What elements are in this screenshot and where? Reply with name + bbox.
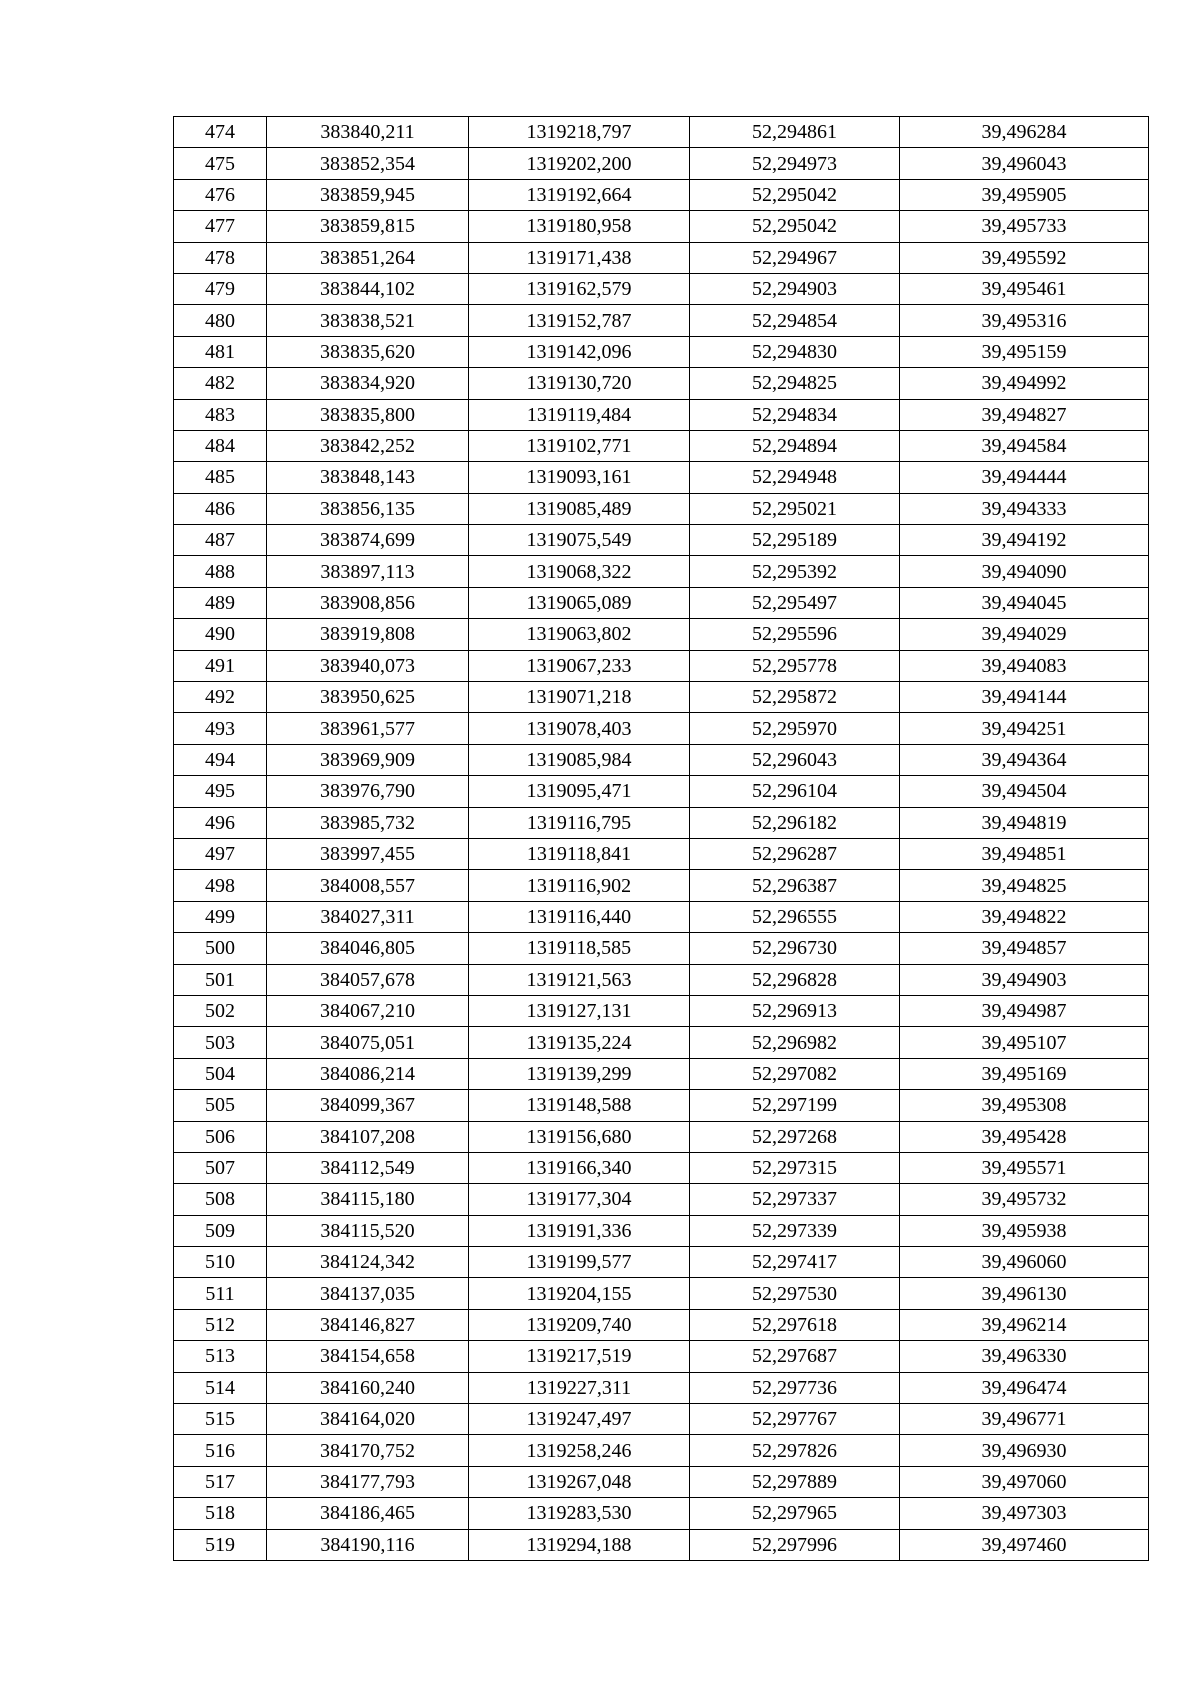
longitude-cell: 39,497303 xyxy=(900,1498,1149,1529)
y-coordinate-cell: 1319118,585 xyxy=(469,933,690,964)
point-number-cell: 493 xyxy=(174,713,267,744)
point-number-cell: 500 xyxy=(174,933,267,964)
x-coordinate-cell: 384075,051 xyxy=(267,1027,469,1058)
point-number-cell: 515 xyxy=(174,1404,267,1435)
point-number-cell: 490 xyxy=(174,619,267,650)
longitude-cell: 39,496130 xyxy=(900,1278,1149,1309)
table-row xyxy=(174,273,1149,304)
latitude-cell: 52,297082 xyxy=(690,1058,900,1089)
point-number-cell: 488 xyxy=(174,556,267,587)
longitude-cell: 39,494987 xyxy=(900,995,1149,1026)
table-row xyxy=(174,1309,1149,1340)
table-row xyxy=(174,305,1149,336)
longitude-cell: 39,496284 xyxy=(900,117,1149,148)
x-coordinate-cell: 384086,214 xyxy=(267,1058,469,1089)
x-coordinate-cell: 383859,945 xyxy=(267,179,469,210)
longitude-cell: 39,495316 xyxy=(900,305,1149,336)
point-number-cell: 516 xyxy=(174,1435,267,1466)
y-coordinate-cell: 1319156,680 xyxy=(469,1121,690,1152)
latitude-cell: 52,297339 xyxy=(690,1215,900,1246)
y-coordinate-cell: 1319148,588 xyxy=(469,1090,690,1121)
point-number-cell: 485 xyxy=(174,462,267,493)
table-row xyxy=(174,1529,1149,1560)
x-coordinate-cell: 384160,240 xyxy=(267,1372,469,1403)
x-coordinate-cell: 384115,520 xyxy=(267,1215,469,1246)
x-coordinate-cell: 384107,208 xyxy=(267,1121,469,1152)
table-row xyxy=(174,368,1149,399)
point-number-cell: 509 xyxy=(174,1215,267,1246)
table-row xyxy=(174,1341,1149,1372)
longitude-cell: 39,494903 xyxy=(900,964,1149,995)
latitude-cell: 52,294903 xyxy=(690,273,900,304)
longitude-cell: 39,497460 xyxy=(900,1529,1149,1560)
x-coordinate-cell: 384170,752 xyxy=(267,1435,469,1466)
point-number-cell: 498 xyxy=(174,870,267,901)
point-number-cell: 497 xyxy=(174,838,267,869)
table-row xyxy=(174,1090,1149,1121)
latitude-cell: 52,295042 xyxy=(690,211,900,242)
y-coordinate-cell: 1319166,340 xyxy=(469,1152,690,1183)
x-coordinate-cell: 383859,815 xyxy=(267,211,469,242)
y-coordinate-cell: 1319068,322 xyxy=(469,556,690,587)
longitude-cell: 39,494827 xyxy=(900,399,1149,430)
longitude-cell: 39,494090 xyxy=(900,556,1149,587)
x-coordinate-cell: 383852,354 xyxy=(267,148,469,179)
latitude-cell: 52,297530 xyxy=(690,1278,900,1309)
table-row xyxy=(174,838,1149,869)
latitude-cell: 52,296387 xyxy=(690,870,900,901)
longitude-cell: 39,495107 xyxy=(900,1027,1149,1058)
x-coordinate-cell: 383919,808 xyxy=(267,619,469,650)
x-coordinate-cell: 384177,793 xyxy=(267,1466,469,1497)
x-coordinate-cell: 384057,678 xyxy=(267,964,469,995)
table-row xyxy=(174,211,1149,242)
latitude-cell: 52,296182 xyxy=(690,807,900,838)
y-coordinate-cell: 1319116,902 xyxy=(469,870,690,901)
latitude-cell: 52,295189 xyxy=(690,525,900,556)
latitude-cell: 52,297889 xyxy=(690,1466,900,1497)
table-row xyxy=(174,682,1149,713)
point-number-cell: 482 xyxy=(174,368,267,399)
longitude-cell: 39,494822 xyxy=(900,901,1149,932)
longitude-cell: 39,496060 xyxy=(900,1247,1149,1278)
table-row xyxy=(174,995,1149,1026)
coordinates-table-body xyxy=(174,117,1149,1561)
longitude-cell: 39,494045 xyxy=(900,587,1149,618)
longitude-cell: 39,495571 xyxy=(900,1152,1149,1183)
y-coordinate-cell: 1319118,841 xyxy=(469,838,690,869)
table-row xyxy=(174,1058,1149,1089)
point-number-cell: 489 xyxy=(174,587,267,618)
x-coordinate-cell: 384146,827 xyxy=(267,1309,469,1340)
x-coordinate-cell: 383835,620 xyxy=(267,336,469,367)
table-row xyxy=(174,713,1149,744)
y-coordinate-cell: 1319142,096 xyxy=(469,336,690,367)
y-coordinate-cell: 1319116,795 xyxy=(469,807,690,838)
y-coordinate-cell: 1319121,563 xyxy=(469,964,690,995)
point-number-cell: 476 xyxy=(174,179,267,210)
y-coordinate-cell: 1319209,740 xyxy=(469,1309,690,1340)
x-coordinate-cell: 384115,180 xyxy=(267,1184,469,1215)
table-row xyxy=(174,1404,1149,1435)
latitude-cell: 52,297618 xyxy=(690,1309,900,1340)
point-number-cell: 484 xyxy=(174,430,267,461)
longitude-cell: 39,495733 xyxy=(900,211,1149,242)
point-number-cell: 513 xyxy=(174,1341,267,1372)
longitude-cell: 39,497060 xyxy=(900,1466,1149,1497)
x-coordinate-cell: 384099,367 xyxy=(267,1090,469,1121)
y-coordinate-cell: 1319139,299 xyxy=(469,1058,690,1089)
point-number-cell: 492 xyxy=(174,682,267,713)
point-number-cell: 511 xyxy=(174,1278,267,1309)
table-row xyxy=(174,462,1149,493)
x-coordinate-cell: 383950,625 xyxy=(267,682,469,713)
latitude-cell: 52,294973 xyxy=(690,148,900,179)
latitude-cell: 52,297965 xyxy=(690,1498,900,1529)
longitude-cell: 39,495938 xyxy=(900,1215,1149,1246)
longitude-cell: 39,496474 xyxy=(900,1372,1149,1403)
point-number-cell: 496 xyxy=(174,807,267,838)
table-row xyxy=(174,650,1149,681)
y-coordinate-cell: 1319217,519 xyxy=(469,1341,690,1372)
y-coordinate-cell: 1319119,484 xyxy=(469,399,690,430)
x-coordinate-cell: 383842,252 xyxy=(267,430,469,461)
point-number-cell: 514 xyxy=(174,1372,267,1403)
table-row xyxy=(174,1247,1149,1278)
point-number-cell: 517 xyxy=(174,1466,267,1497)
longitude-cell: 39,494992 xyxy=(900,368,1149,399)
latitude-cell: 52,295021 xyxy=(690,493,900,524)
table-row xyxy=(174,587,1149,618)
point-number-cell: 487 xyxy=(174,525,267,556)
table-row xyxy=(174,1435,1149,1466)
point-number-cell: 486 xyxy=(174,493,267,524)
y-coordinate-cell: 1319093,161 xyxy=(469,462,690,493)
point-number-cell: 494 xyxy=(174,744,267,775)
point-number-cell: 479 xyxy=(174,273,267,304)
x-coordinate-cell: 383969,909 xyxy=(267,744,469,775)
table-row xyxy=(174,619,1149,650)
longitude-cell: 39,494857 xyxy=(900,933,1149,964)
point-number-cell: 503 xyxy=(174,1027,267,1058)
longitude-cell: 39,494851 xyxy=(900,838,1149,869)
table-row xyxy=(174,336,1149,367)
longitude-cell: 39,494144 xyxy=(900,682,1149,713)
longitude-cell: 39,494504 xyxy=(900,776,1149,807)
table-row xyxy=(174,1027,1149,1058)
latitude-cell: 52,297268 xyxy=(690,1121,900,1152)
point-number-cell: 495 xyxy=(174,776,267,807)
coordinates-table xyxy=(173,116,1149,1561)
table-row xyxy=(174,933,1149,964)
longitude-cell: 39,495592 xyxy=(900,242,1149,273)
table-row xyxy=(174,1372,1149,1403)
x-coordinate-cell: 383851,264 xyxy=(267,242,469,273)
x-coordinate-cell: 384186,465 xyxy=(267,1498,469,1529)
x-coordinate-cell: 383856,135 xyxy=(267,493,469,524)
longitude-cell: 39,496330 xyxy=(900,1341,1149,1372)
y-coordinate-cell: 1319152,787 xyxy=(469,305,690,336)
x-coordinate-cell: 383834,920 xyxy=(267,368,469,399)
point-number-cell: 506 xyxy=(174,1121,267,1152)
latitude-cell: 52,294894 xyxy=(690,430,900,461)
latitude-cell: 52,297736 xyxy=(690,1372,900,1403)
longitude-cell: 39,495905 xyxy=(900,179,1149,210)
latitude-cell: 52,296828 xyxy=(690,964,900,995)
longitude-cell: 39,494819 xyxy=(900,807,1149,838)
y-coordinate-cell: 1319116,440 xyxy=(469,901,690,932)
latitude-cell: 52,294834 xyxy=(690,399,900,430)
latitude-cell: 52,296043 xyxy=(690,744,900,775)
latitude-cell: 52,296555 xyxy=(690,901,900,932)
x-coordinate-cell: 384154,658 xyxy=(267,1341,469,1372)
y-coordinate-cell: 1319085,489 xyxy=(469,493,690,524)
point-number-cell: 504 xyxy=(174,1058,267,1089)
y-coordinate-cell: 1319177,304 xyxy=(469,1184,690,1215)
latitude-cell: 52,297199 xyxy=(690,1090,900,1121)
x-coordinate-cell: 383874,699 xyxy=(267,525,469,556)
point-number-cell: 483 xyxy=(174,399,267,430)
y-coordinate-cell: 1319199,577 xyxy=(469,1247,690,1278)
y-coordinate-cell: 1319127,131 xyxy=(469,995,690,1026)
y-coordinate-cell: 1319258,246 xyxy=(469,1435,690,1466)
y-coordinate-cell: 1319180,958 xyxy=(469,211,690,242)
point-number-cell: 518 xyxy=(174,1498,267,1529)
table-row xyxy=(174,1215,1149,1246)
longitude-cell: 39,495308 xyxy=(900,1090,1149,1121)
latitude-cell: 52,297767 xyxy=(690,1404,900,1435)
point-number-cell: 481 xyxy=(174,336,267,367)
latitude-cell: 52,297996 xyxy=(690,1529,900,1560)
x-coordinate-cell: 384190,116 xyxy=(267,1529,469,1560)
y-coordinate-cell: 1319202,200 xyxy=(469,148,690,179)
table-row xyxy=(174,744,1149,775)
latitude-cell: 52,297315 xyxy=(690,1152,900,1183)
x-coordinate-cell: 384164,020 xyxy=(267,1404,469,1435)
point-number-cell: 491 xyxy=(174,650,267,681)
longitude-cell: 39,495428 xyxy=(900,1121,1149,1152)
longitude-cell: 39,494333 xyxy=(900,493,1149,524)
longitude-cell: 39,494825 xyxy=(900,870,1149,901)
x-coordinate-cell: 383844,102 xyxy=(267,273,469,304)
latitude-cell: 52,295778 xyxy=(690,650,900,681)
table-row xyxy=(174,1498,1149,1529)
latitude-cell: 52,295872 xyxy=(690,682,900,713)
point-number-cell: 499 xyxy=(174,901,267,932)
point-number-cell: 480 xyxy=(174,305,267,336)
y-coordinate-cell: 1319130,720 xyxy=(469,368,690,399)
table-row xyxy=(174,242,1149,273)
y-coordinate-cell: 1319071,218 xyxy=(469,682,690,713)
latitude-cell: 52,295970 xyxy=(690,713,900,744)
x-coordinate-cell: 384027,311 xyxy=(267,901,469,932)
x-coordinate-cell: 383985,732 xyxy=(267,807,469,838)
latitude-cell: 52,296982 xyxy=(690,1027,900,1058)
point-number-cell: 512 xyxy=(174,1309,267,1340)
table-row xyxy=(174,807,1149,838)
table-row xyxy=(174,556,1149,587)
table-row xyxy=(174,430,1149,461)
longitude-cell: 39,494029 xyxy=(900,619,1149,650)
x-coordinate-cell: 384046,805 xyxy=(267,933,469,964)
latitude-cell: 52,296913 xyxy=(690,995,900,1026)
x-coordinate-cell: 384124,342 xyxy=(267,1247,469,1278)
point-number-cell: 475 xyxy=(174,148,267,179)
point-number-cell: 510 xyxy=(174,1247,267,1278)
table-row xyxy=(174,901,1149,932)
longitude-cell: 39,496043 xyxy=(900,148,1149,179)
x-coordinate-cell: 383997,455 xyxy=(267,838,469,869)
latitude-cell: 52,295596 xyxy=(690,619,900,650)
x-coordinate-cell: 383976,790 xyxy=(267,776,469,807)
table-row xyxy=(174,776,1149,807)
table-row xyxy=(174,1121,1149,1152)
longitude-cell: 39,496930 xyxy=(900,1435,1149,1466)
y-coordinate-cell: 1319102,771 xyxy=(469,430,690,461)
x-coordinate-cell: 383835,800 xyxy=(267,399,469,430)
longitude-cell: 39,496214 xyxy=(900,1309,1149,1340)
longitude-cell: 39,494251 xyxy=(900,713,1149,744)
point-number-cell: 478 xyxy=(174,242,267,273)
longitude-cell: 39,495159 xyxy=(900,336,1149,367)
y-coordinate-cell: 1319085,984 xyxy=(469,744,690,775)
latitude-cell: 52,295497 xyxy=(690,587,900,618)
point-number-cell: 505 xyxy=(174,1090,267,1121)
x-coordinate-cell: 383838,521 xyxy=(267,305,469,336)
latitude-cell: 52,294861 xyxy=(690,117,900,148)
y-coordinate-cell: 1319135,224 xyxy=(469,1027,690,1058)
y-coordinate-cell: 1319065,089 xyxy=(469,587,690,618)
y-coordinate-cell: 1319204,155 xyxy=(469,1278,690,1309)
point-number-cell: 501 xyxy=(174,964,267,995)
longitude-cell: 39,495169 xyxy=(900,1058,1149,1089)
latitude-cell: 52,294948 xyxy=(690,462,900,493)
table-row xyxy=(174,525,1149,556)
table-row xyxy=(174,493,1149,524)
latitude-cell: 52,297337 xyxy=(690,1184,900,1215)
longitude-cell: 39,494192 xyxy=(900,525,1149,556)
latitude-cell: 52,297687 xyxy=(690,1341,900,1372)
longitude-cell: 39,496771 xyxy=(900,1404,1149,1435)
table-row xyxy=(174,179,1149,210)
table-row xyxy=(174,399,1149,430)
y-coordinate-cell: 1319162,579 xyxy=(469,273,690,304)
table-row xyxy=(174,1278,1149,1309)
y-coordinate-cell: 1319095,471 xyxy=(469,776,690,807)
y-coordinate-cell: 1319267,048 xyxy=(469,1466,690,1497)
y-coordinate-cell: 1319227,311 xyxy=(469,1372,690,1403)
table-row xyxy=(174,964,1149,995)
longitude-cell: 39,495461 xyxy=(900,273,1149,304)
point-number-cell: 502 xyxy=(174,995,267,1026)
longitude-cell: 39,494364 xyxy=(900,744,1149,775)
y-coordinate-cell: 1319283,530 xyxy=(469,1498,690,1529)
latitude-cell: 52,296730 xyxy=(690,933,900,964)
latitude-cell: 52,294967 xyxy=(690,242,900,273)
y-coordinate-cell: 1319067,233 xyxy=(469,650,690,681)
table-row xyxy=(174,1466,1149,1497)
table-row xyxy=(174,1152,1149,1183)
latitude-cell: 52,294854 xyxy=(690,305,900,336)
point-number-cell: 519 xyxy=(174,1529,267,1560)
table-row xyxy=(174,870,1149,901)
latitude-cell: 52,295392 xyxy=(690,556,900,587)
x-coordinate-cell: 384112,549 xyxy=(267,1152,469,1183)
y-coordinate-cell: 1319171,438 xyxy=(469,242,690,273)
latitude-cell: 52,294825 xyxy=(690,368,900,399)
longitude-cell: 39,494584 xyxy=(900,430,1149,461)
y-coordinate-cell: 1319218,797 xyxy=(469,117,690,148)
longitude-cell: 39,494083 xyxy=(900,650,1149,681)
y-coordinate-cell: 1319191,336 xyxy=(469,1215,690,1246)
latitude-cell: 52,297417 xyxy=(690,1247,900,1278)
point-number-cell: 474 xyxy=(174,117,267,148)
x-coordinate-cell: 383961,577 xyxy=(267,713,469,744)
point-number-cell: 477 xyxy=(174,211,267,242)
x-coordinate-cell: 384067,210 xyxy=(267,995,469,1026)
x-coordinate-cell: 384008,557 xyxy=(267,870,469,901)
latitude-cell: 52,296104 xyxy=(690,776,900,807)
point-number-cell: 508 xyxy=(174,1184,267,1215)
y-coordinate-cell: 1319294,188 xyxy=(469,1529,690,1560)
x-coordinate-cell: 383908,856 xyxy=(267,587,469,618)
latitude-cell: 52,294830 xyxy=(690,336,900,367)
y-coordinate-cell: 1319247,497 xyxy=(469,1404,690,1435)
x-coordinate-cell: 383940,073 xyxy=(267,650,469,681)
x-coordinate-cell: 383840,211 xyxy=(267,117,469,148)
x-coordinate-cell: 384137,035 xyxy=(267,1278,469,1309)
y-coordinate-cell: 1319075,549 xyxy=(469,525,690,556)
longitude-cell: 39,495732 xyxy=(900,1184,1149,1215)
y-coordinate-cell: 1319063,802 xyxy=(469,619,690,650)
latitude-cell: 52,297826 xyxy=(690,1435,900,1466)
x-coordinate-cell: 383848,143 xyxy=(267,462,469,493)
y-coordinate-cell: 1319078,403 xyxy=(469,713,690,744)
y-coordinate-cell: 1319192,664 xyxy=(469,179,690,210)
point-number-cell: 507 xyxy=(174,1152,267,1183)
table-row xyxy=(174,1184,1149,1215)
x-coordinate-cell: 383897,113 xyxy=(267,556,469,587)
longitude-cell: 39,494444 xyxy=(900,462,1149,493)
table-row xyxy=(174,117,1149,148)
latitude-cell: 52,295042 xyxy=(690,179,900,210)
table-row xyxy=(174,148,1149,179)
latitude-cell: 52,296287 xyxy=(690,838,900,869)
